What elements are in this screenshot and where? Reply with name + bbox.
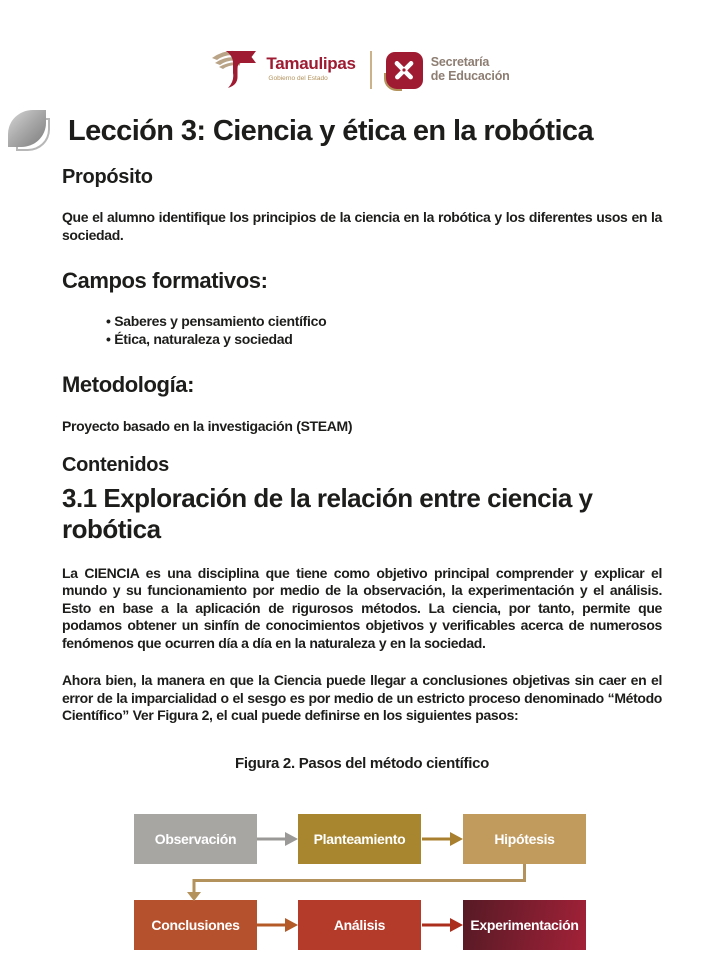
page-title: Lección 3: Ciencia y ética en la robótica bbox=[68, 114, 593, 147]
lesson-content bbox=[0, 166, 720, 772]
list-item: • Saberes y pensamiento científico bbox=[106, 312, 662, 330]
step-conclusiones: Conclusiones bbox=[134, 900, 257, 950]
page-header bbox=[0, 0, 720, 96]
title-row bbox=[0, 110, 720, 152]
arrow-right-icon bbox=[422, 918, 463, 932]
arrow-right-icon bbox=[257, 832, 298, 846]
step-hipotesis: Hipótesis bbox=[463, 814, 586, 864]
heading-metodologia: Metodología: bbox=[62, 372, 195, 397]
step-planteamiento: Planteamiento bbox=[298, 814, 421, 864]
secretaria-line2: de Educación bbox=[430, 69, 510, 83]
figure-caption: Figura 2. Pasos del método científico bbox=[235, 754, 489, 772]
list-item: • Ética, naturaleza y sociedad bbox=[106, 330, 662, 348]
header-divider bbox=[370, 51, 372, 89]
brand-tagline: Gobierno del Estado bbox=[268, 74, 328, 82]
arrow-right-icon bbox=[257, 918, 298, 932]
tamaulipas-logo-icon bbox=[210, 46, 262, 95]
tamaulipas-logo bbox=[210, 46, 355, 95]
scientific-method-diagram bbox=[134, 814, 586, 954]
elbow-connector-icon bbox=[134, 864, 586, 904]
arrow-right-icon bbox=[422, 832, 463, 846]
campos-list bbox=[106, 312, 662, 348]
paragraph-ciencia: La CIENCIA es una disciplina que tiene como objetivo principal comprender y explicar el mundo y su funcionamiento por medio de la observación, la experimentación y el análisis. Esto en base a la aplicación de rigurosos métodos. La ciencia, por tanto, permite que podamos obtener un sinfín de conocimientos objetivos y verificables acerca de numerosos fenómenos que ocurren día a día en la naturaleza y en la sociedad. bbox=[62, 564, 662, 651]
metodologia-text: Proyecto basado en la investigación (STEAM) bbox=[62, 418, 353, 434]
crossed-pencils-icon bbox=[386, 52, 423, 89]
secretaria-logo-icon bbox=[386, 52, 423, 89]
secretaria-line1: Secretaría bbox=[430, 55, 490, 70]
brand-name: Tamaulipas bbox=[266, 53, 356, 73]
paragraph-metodo: Ahora bien, la manera en que la Ciencia puede llegar a conclusiones objetivas sin caer en el error de la imparcialidad o el sesgo es por medio de un estricto proceso denominado “Método Científico” Ver Figura 2, el cual puede definirse en los siguientes pasos: bbox=[62, 672, 662, 723]
proposito-text: Que el alumno identifique los principios de la ciencia en la robótica y los diferentes usos en la sociedad. bbox=[62, 209, 662, 243]
leaf-icon bbox=[8, 110, 52, 152]
step-experimentacion: Experimentación bbox=[463, 900, 586, 950]
step-observacion: Observación bbox=[134, 814, 257, 864]
heading-campos: Campos formativos: bbox=[62, 268, 268, 293]
heading-contenidos: Contenidos bbox=[62, 453, 169, 476]
step-analisis: Análisis bbox=[298, 900, 421, 950]
heading-section-3-1: 3.1 Exploración de la relación entre ciencia y robótica bbox=[62, 482, 593, 544]
secretaria-logo bbox=[386, 52, 510, 89]
heading-proposito: Propósito bbox=[62, 166, 153, 188]
